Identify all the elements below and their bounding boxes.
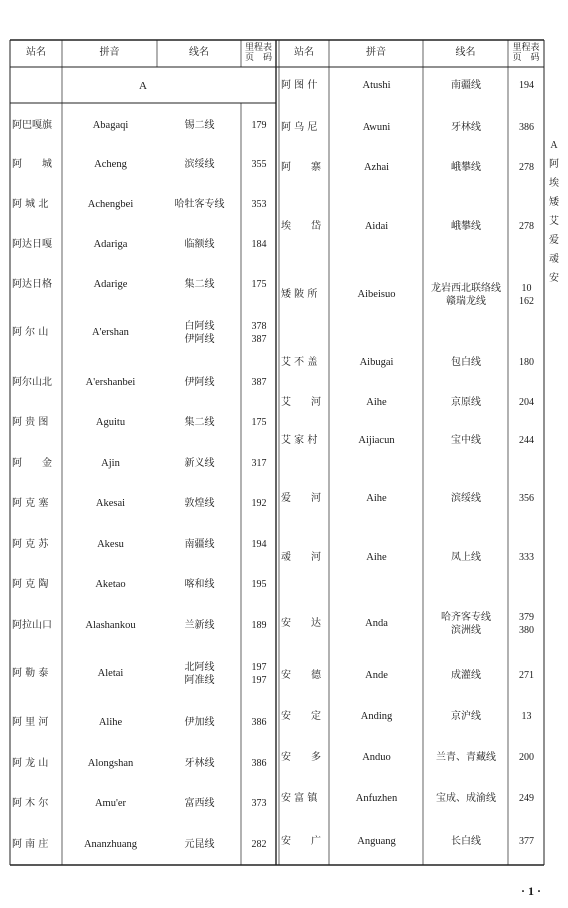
mileage-page-text: 278 — [519, 221, 534, 233]
station-name-text: 安 广 — [281, 836, 321, 848]
station-pinyin-text: Abagaqi — [92, 119, 129, 131]
mileage-page — [510, 608, 543, 640]
line-name — [424, 489, 508, 509]
mileage-page — [243, 275, 275, 295]
line-name-text: 哈齐客专线 — [441, 611, 491, 623]
mileage-page — [243, 155, 275, 175]
line-name-text: 敦煌线 — [184, 498, 215, 510]
header-line-name-right: 线名 — [455, 47, 476, 59]
line-name-text: 伊阿线 — [184, 377, 215, 389]
station-pinyin-text: Anda — [365, 617, 388, 629]
line-name — [158, 155, 241, 175]
line-name — [158, 235, 241, 255]
station-name-text: 艾 家 村 — [281, 435, 318, 447]
line-name-text: 锡二线 — [184, 120, 215, 132]
line-name — [158, 658, 241, 690]
line-name-text: 京原线 — [451, 397, 481, 409]
mileage-page-text: 189 — [251, 620, 267, 632]
station-pinyin — [331, 431, 422, 451]
station-name-text: 阿 木 尔 — [12, 798, 49, 810]
station-pinyin — [331, 353, 422, 373]
station-name-text: 阿 城 北 — [12, 199, 49, 211]
station-pinyin — [331, 217, 422, 237]
station-pinyin — [64, 713, 157, 733]
station-pinyin — [331, 666, 422, 686]
line-name — [158, 713, 241, 733]
station-pinyin — [64, 835, 157, 855]
station-pinyin — [64, 116, 157, 136]
line-name — [424, 608, 508, 640]
station-pinyin-text: Ande — [365, 669, 388, 681]
line-name-text: 南疆线 — [451, 80, 481, 92]
station-name — [12, 835, 62, 855]
station-name — [281, 353, 329, 373]
side-index — [546, 136, 562, 288]
header-mileage-pages: 里程表 页 码 — [244, 43, 272, 63]
mileage-page-text: 197 — [251, 675, 267, 686]
mileage-page-text: 377 — [519, 836, 534, 848]
station-pinyin-text: Aihe — [366, 396, 387, 408]
line-name-text: 包白线 — [451, 357, 481, 369]
station-name-text: 阿 城 — [12, 159, 52, 171]
station-name — [12, 494, 62, 514]
line-name-text: 集二线 — [184, 417, 215, 429]
station-name-text: 艾 河 — [281, 397, 321, 409]
mileage-page-text: 378 — [251, 320, 267, 332]
station-name-text: 安 富 镇 — [281, 793, 318, 805]
station-pinyin-text: Achengbei — [87, 198, 134, 210]
side-index-char: 矮 — [549, 197, 559, 208]
line-name — [158, 373, 241, 393]
station-name-text: 安 德 — [281, 670, 321, 682]
side-index-char: 艾 — [549, 216, 559, 227]
mileage-page-text: 271 — [519, 670, 534, 682]
mileage-page-text: 179 — [251, 120, 267, 132]
line-name-text: 滨绥线 — [184, 159, 215, 171]
station-name-text: 阿 里 河 — [12, 717, 49, 729]
side-index-char: 阿 — [549, 159, 559, 170]
line-name — [158, 116, 241, 136]
line-name-text: 牙林线 — [184, 758, 215, 770]
mileage-page — [243, 494, 275, 514]
mileage-page — [243, 713, 275, 733]
mileage-page — [243, 373, 275, 393]
line-name-text: 京沪线 — [451, 711, 481, 723]
station-name — [12, 155, 62, 175]
line-name — [424, 353, 508, 373]
station-name — [12, 658, 62, 690]
line-name-text: 新义线 — [184, 458, 215, 470]
line-name — [424, 393, 508, 413]
station-pinyin — [64, 535, 157, 555]
mileage-page — [510, 832, 543, 852]
station-name-text: 矮 陂 所 — [281, 289, 318, 301]
mileage-page — [243, 413, 275, 433]
mileage-page-text: 387 — [251, 334, 267, 345]
station-pinyin — [331, 789, 422, 809]
mileage-page-text: 175 — [251, 417, 267, 429]
station-name — [281, 707, 329, 727]
mileage-page-text: 184 — [251, 239, 267, 251]
mileage-page — [243, 235, 275, 255]
station-pinyin — [64, 413, 157, 433]
station-pinyin-text: Ananzhuang — [83, 838, 138, 850]
line-name-text: 龙岩西北联络线 — [431, 282, 501, 294]
mileage-page-text: 380 — [519, 625, 534, 636]
station-name — [12, 116, 62, 136]
line-name-text: 峨攀线 — [451, 162, 481, 174]
station-pinyin — [64, 195, 157, 215]
line-name-text: 白阿线 — [184, 320, 215, 332]
station-pinyin — [331, 748, 422, 768]
mileage-page-text: 386 — [251, 717, 267, 729]
station-name — [12, 575, 62, 595]
station-pinyin-text: Aketao — [95, 578, 126, 590]
line-name — [158, 413, 241, 433]
line-name — [158, 754, 241, 774]
station-pinyin — [331, 707, 422, 727]
mileage-page-text: 355 — [251, 159, 267, 171]
line-name-text: 凤上线 — [451, 552, 481, 564]
station-name — [281, 789, 329, 809]
station-name-text: 阿达日格 — [12, 279, 52, 291]
station-pinyin-text: Aihe — [366, 492, 387, 504]
station-pinyin — [331, 608, 422, 640]
mileage-page — [243, 575, 275, 595]
header-station-name-right: 站名 — [294, 47, 314, 59]
side-index-char: 埃 — [549, 178, 559, 189]
station-name-text: 阿达日嘎 — [12, 239, 52, 251]
station-name — [281, 76, 329, 96]
station-name-text: 阿拉山口 — [12, 620, 52, 632]
mileage-page — [510, 548, 543, 568]
line-name-text: 元昆线 — [184, 839, 215, 851]
line-name — [424, 279, 508, 311]
station-name-text: 阿 寨 — [281, 162, 321, 174]
line-name — [424, 118, 508, 138]
station-name — [12, 454, 62, 474]
station-pinyin-text: Adariga — [93, 238, 128, 250]
station-name — [281, 158, 329, 178]
side-index-char: 爱 — [549, 235, 559, 246]
station-name-text: 爱 河 — [281, 493, 321, 505]
line-name-text: 南疆线 — [184, 539, 215, 551]
station-name-text: 安 达 — [281, 618, 321, 630]
mileage-page-text: 194 — [251, 539, 267, 551]
line-name-text: 阿准线 — [184, 675, 215, 686]
line-name-text: 哈牡客专线 — [174, 199, 225, 211]
mileage-page — [510, 431, 543, 451]
mileage-page — [510, 789, 543, 809]
line-name — [158, 454, 241, 474]
station-name — [281, 832, 329, 852]
station-pinyin-text: Atushi — [362, 79, 391, 91]
station-pinyin — [64, 454, 157, 474]
line-name-text: 成灌线 — [451, 670, 481, 682]
mileage-page-text: 204 — [519, 397, 534, 409]
line-name — [424, 431, 508, 451]
station-pinyin — [331, 279, 422, 311]
station-pinyin-text: Aletai — [97, 667, 124, 679]
mileage-page — [510, 217, 543, 237]
line-name-text: 峨攀线 — [451, 221, 481, 233]
station-pinyin-text: Anduo — [362, 751, 391, 763]
mileage-page — [243, 835, 275, 855]
station-pinyin — [331, 158, 422, 178]
station-name-text: 阿尔山北 — [12, 377, 52, 389]
station-pinyin-text: Aihe — [366, 551, 387, 563]
station-pinyin — [64, 575, 157, 595]
line-name — [424, 832, 508, 852]
line-name-text: 喀和线 — [184, 579, 215, 591]
station-name — [281, 431, 329, 451]
station-name-text: 阿 尔 山 — [12, 327, 49, 339]
station-pinyin-text: Ajin — [101, 457, 120, 469]
mileage-page — [510, 353, 543, 373]
line-name — [158, 794, 241, 814]
station-name — [12, 794, 62, 814]
mileage-page — [243, 754, 275, 774]
line-name — [424, 76, 508, 96]
side-index-char: 叆 — [549, 254, 559, 265]
mileage-page-text: 249 — [519, 793, 534, 805]
mileage-page — [510, 118, 543, 138]
mileage-page-text: 162 — [519, 296, 534, 307]
station-name-text: 叆 河 — [281, 552, 321, 564]
mileage-page-text: 197 — [251, 661, 267, 673]
side-index-char: 安 — [549, 273, 559, 284]
station-pinyin — [64, 616, 157, 636]
station-name — [281, 393, 329, 413]
line-name — [158, 275, 241, 295]
mileage-page — [243, 794, 275, 814]
station-pinyin-text: Aidai — [364, 220, 389, 232]
station-pinyin-text: Anding — [360, 710, 393, 722]
station-pinyin — [64, 235, 157, 255]
station-pinyin — [331, 393, 422, 413]
station-pinyin-text: Alongshan — [87, 757, 134, 769]
station-pinyin-text: Aibugai — [359, 356, 394, 368]
station-name — [281, 666, 329, 686]
mileage-page-text: 386 — [251, 758, 267, 770]
station-pinyin — [64, 155, 157, 175]
mileage-page-text: 356 — [519, 493, 534, 505]
line-name — [158, 835, 241, 855]
mileage-page — [243, 195, 275, 215]
mileage-page-text: 180 — [519, 357, 534, 369]
station-name — [281, 118, 329, 138]
mileage-page-text: 200 — [519, 752, 534, 764]
station-pinyin — [331, 118, 422, 138]
mileage-page — [243, 616, 275, 636]
line-name — [424, 217, 508, 237]
station-pinyin — [331, 548, 422, 568]
line-name — [158, 195, 241, 215]
station-pinyin-text: A'ershan — [92, 326, 129, 338]
station-name — [12, 275, 62, 295]
mileage-page-text: 278 — [519, 162, 534, 174]
mileage-page-text: 175 — [251, 279, 267, 291]
station-pinyin — [64, 373, 157, 393]
line-name-text: 富西线 — [184, 798, 215, 810]
mileage-page-text: 386 — [519, 122, 534, 134]
station-name — [12, 195, 62, 215]
station-pinyin — [64, 494, 157, 514]
mileage-page-text: 195 — [251, 579, 267, 591]
station-pinyin-text: A'ershanbei — [85, 376, 136, 388]
station-name — [12, 616, 62, 636]
station-name-text: 安 定 — [281, 711, 321, 723]
station-name-text: 阿 克 塞 — [12, 498, 49, 510]
mileage-page — [510, 76, 543, 96]
line-name-text: 北阿线 — [184, 661, 215, 673]
mileage-page — [510, 666, 543, 686]
line-name-text: 兰新线 — [184, 620, 215, 632]
station-name-text: 阿 克 陶 — [12, 579, 49, 591]
station-name — [12, 535, 62, 555]
station-pinyin-text: Aguitu — [95, 416, 126, 428]
mileage-page — [510, 393, 543, 413]
station-name — [12, 713, 62, 733]
station-name-text: 埃 岱 — [281, 221, 321, 233]
mileage-page-text: 13 — [521, 711, 532, 723]
station-name-text: 阿 图 什 — [281, 80, 318, 92]
line-name — [158, 535, 241, 555]
line-name-text: 宝中线 — [451, 435, 481, 447]
header-line-name: 线名 — [189, 47, 209, 59]
station-name — [281, 489, 329, 509]
station-pinyin — [331, 76, 422, 96]
line-name — [424, 707, 508, 727]
line-name — [424, 158, 508, 178]
station-pinyin-text: Amu'er — [94, 797, 127, 809]
line-name-text: 集二线 — [184, 279, 215, 291]
station-pinyin — [64, 317, 157, 349]
station-name — [12, 235, 62, 255]
station-name — [12, 317, 62, 349]
station-pinyin-text: Acheng — [94, 158, 127, 170]
station-pinyin — [64, 275, 157, 295]
station-name — [12, 373, 62, 393]
station-pinyin-text: Anfuzhen — [355, 792, 398, 804]
mileage-page — [510, 748, 543, 768]
station-pinyin — [331, 832, 422, 852]
station-name — [281, 279, 329, 311]
line-name-text: 兰青、青藏线 — [436, 752, 496, 764]
line-name-text: 伊阿线 — [184, 334, 215, 345]
mileage-page — [510, 279, 543, 311]
header-pinyin: 拼音 — [99, 47, 120, 59]
mileage-page-text: 317 — [251, 458, 267, 470]
mileage-page — [243, 535, 275, 555]
station-name-text: 阿 勒 泰 — [12, 668, 49, 680]
station-name-text: 阿巴嘎旗 — [12, 120, 52, 132]
side-index-char: A — [550, 140, 558, 151]
line-name — [424, 548, 508, 568]
mileage-page — [243, 116, 275, 136]
mileage-page-text: 379 — [519, 611, 534, 623]
station-pinyin-text: Azhai — [363, 161, 390, 173]
mileage-page-text: 10 — [521, 282, 532, 294]
mileage-page — [510, 489, 543, 509]
station-name — [281, 548, 329, 568]
mileage-page-text: 282 — [251, 839, 267, 851]
station-pinyin-text: Alashankou — [85, 619, 136, 631]
header-pinyin-right: 拼音 — [366, 47, 386, 59]
station-name-text: 艾 不 盖 — [281, 357, 318, 369]
station-name-text: 阿 贵 图 — [12, 417, 49, 429]
station-pinyin-text: Anguang — [357, 835, 396, 847]
line-name-text: 伊加线 — [184, 717, 215, 729]
station-name-text: 阿 南 庄 — [12, 839, 49, 851]
line-name — [424, 748, 508, 768]
mileage-page-text: 353 — [251, 199, 267, 211]
line-name-text: 长白线 — [451, 836, 481, 848]
page-number: · 1 · — [520, 884, 541, 898]
line-name-text: 滨绥线 — [451, 493, 481, 505]
mileage-page — [243, 658, 275, 690]
station-pinyin-text: Adarige — [93, 278, 128, 290]
station-name — [281, 217, 329, 237]
station-pinyin — [64, 754, 157, 774]
station-pinyin-text: Akesu — [97, 538, 124, 550]
station-name-text: 安 多 — [281, 752, 321, 764]
section-letter: A — [139, 79, 147, 92]
line-name — [158, 575, 241, 595]
line-name-text: 赣瑞龙线 — [446, 296, 486, 307]
station-pinyin-text: Alihe — [98, 716, 123, 728]
mileage-page-text: 194 — [519, 80, 534, 92]
station-name — [12, 413, 62, 433]
mileage-page-text: 244 — [519, 435, 534, 447]
mileage-page-text: 373 — [251, 798, 267, 810]
station-name-text: 阿 克 苏 — [12, 539, 49, 551]
station-name-text: 阿 金 — [12, 458, 52, 470]
header-station-name: 站名 — [26, 47, 46, 59]
line-name — [158, 317, 241, 349]
mileage-page — [243, 317, 275, 349]
station-pinyin — [64, 794, 157, 814]
mileage-page — [510, 707, 543, 727]
mileage-page-text: 387 — [251, 377, 267, 389]
station-pinyin — [64, 658, 157, 690]
station-name — [281, 748, 329, 768]
line-name — [158, 494, 241, 514]
line-name — [424, 666, 508, 686]
station-name — [281, 608, 329, 640]
line-name-text: 临额线 — [184, 239, 215, 251]
station-pinyin — [331, 489, 422, 509]
mileage-page-text: 333 — [519, 552, 534, 564]
station-pinyin-text: Aibeisuo — [357, 288, 396, 300]
line-name — [424, 789, 508, 809]
station-name-text: 阿 乌 尼 — [281, 122, 318, 134]
mileage-page — [243, 454, 275, 474]
line-name — [158, 616, 241, 636]
line-name-text: 牙林线 — [451, 122, 481, 134]
header-mileage-pages-right: 里程表 页 码 — [512, 43, 540, 63]
mileage-page-text: 192 — [251, 498, 267, 510]
mileage-page — [510, 158, 543, 178]
station-pinyin-text: Akesai — [95, 497, 126, 509]
station-pinyin-text: Awuni — [362, 121, 391, 133]
line-name-text: 宝成、成渝线 — [436, 793, 496, 805]
station-name-text: 阿 龙 山 — [12, 758, 49, 770]
line-name-text: 滨洲线 — [451, 625, 481, 636]
station-pinyin-text: Aijiacun — [358, 434, 395, 446]
station-name — [12, 754, 62, 774]
